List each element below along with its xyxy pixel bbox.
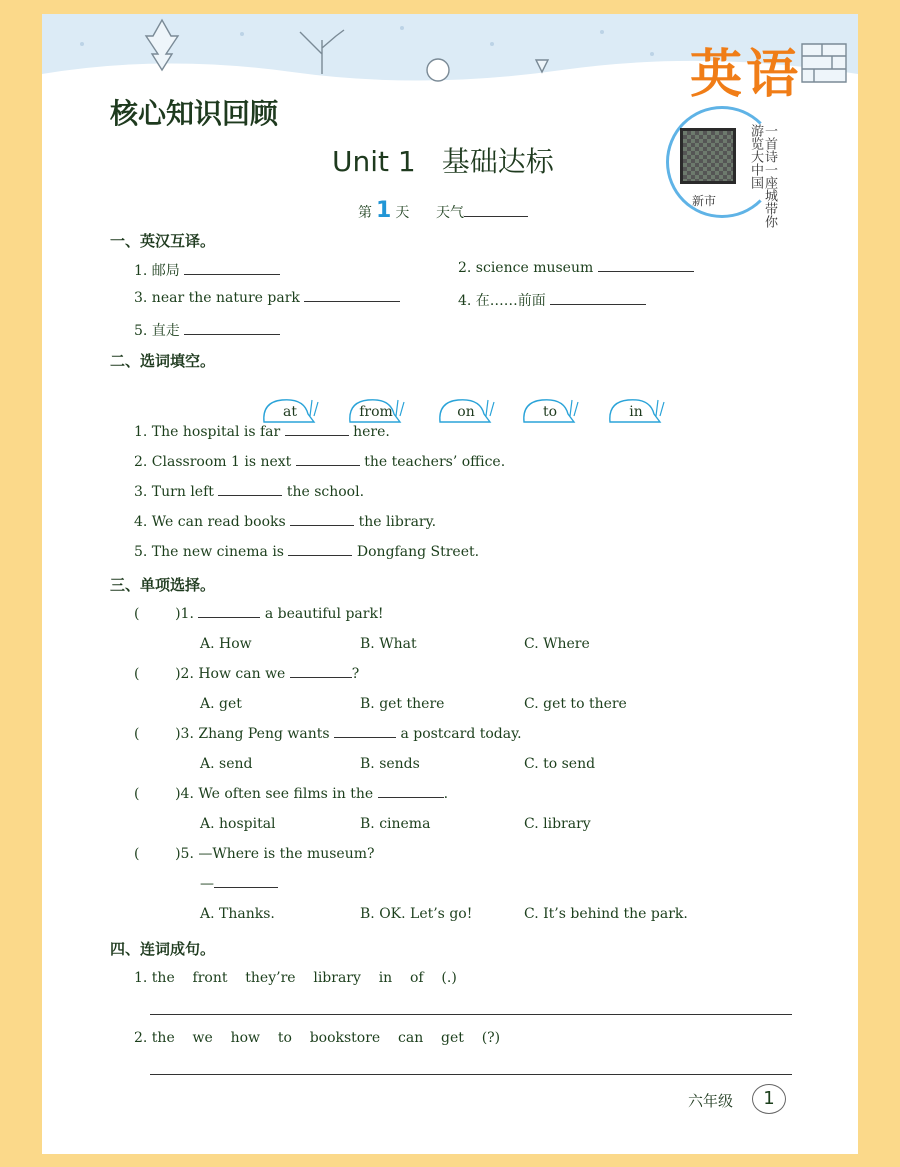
answer-blank[interactable] (550, 304, 646, 305)
word-snail-on: on (436, 394, 496, 434)
answer-blank[interactable] (598, 271, 694, 272)
s3-q3-option-a[interactable]: A. send (200, 756, 253, 772)
s3-q2-option-a[interactable]: A. get (200, 696, 242, 712)
word-snail-in: in (606, 394, 666, 434)
s3-q1-option-a[interactable]: A. How (200, 636, 252, 652)
s3-question-5: ( )5. —Where is the museum? (134, 846, 375, 862)
qr-city: 新市 (692, 194, 717, 208)
s3-question-4: ( )4. We often see films in the . (134, 786, 449, 802)
s3-q5-response: — (200, 876, 278, 892)
s1-item-3: 3. near the nature park (134, 290, 400, 306)
s3-q5-option-b[interactable]: B. OK. Let’s go! (360, 906, 473, 922)
section-4-title: 四、连词成句。 (110, 940, 216, 958)
s3-q4-option-a[interactable]: A. hospital (200, 816, 276, 832)
qr-slogan: 一首诗一座城带你游览大中国 (748, 124, 777, 228)
s3-q2-option-c[interactable]: C. get to there (524, 696, 627, 712)
s3-q4-option-c[interactable]: C. library (524, 816, 591, 832)
answer-blank[interactable] (304, 301, 400, 302)
answer-blank[interactable] (296, 465, 360, 466)
answer-blank[interactable] (290, 525, 354, 526)
answer-blank[interactable] (184, 274, 280, 275)
s1-item-1: 1. 邮局 (134, 260, 280, 280)
winter-scene-banner (42, 14, 858, 105)
unit-title (332, 140, 580, 180)
s3-q2-option-b[interactable]: B. get there (360, 696, 445, 712)
s2-item-2: 2. Classroom 1 is next the teachers’ office. (134, 454, 506, 470)
weather-label: 天气 (436, 205, 465, 221)
s3-q5-option-a[interactable]: A. Thanks. (200, 906, 275, 922)
answer-blank[interactable] (198, 617, 260, 618)
s1-item-4: 4. 在……前面 (458, 290, 646, 310)
answer-blank[interactable] (184, 334, 280, 335)
s3-question-2: ( )2. How can we ? (134, 666, 360, 682)
section-heading: 核心知识回顾 (110, 97, 279, 130)
s4-item-2: 2. the we how to bookstore can get (?) (134, 1030, 501, 1046)
answer-line[interactable] (150, 1014, 792, 1015)
day-number: 1 (376, 198, 392, 223)
s1-item-5: 5. 直走 (134, 320, 280, 340)
s2-item-4: 4. We can read books the library. (134, 514, 437, 530)
worksheet-page (42, 14, 858, 1154)
page-number: 1 (752, 1084, 786, 1114)
s1-item-2: 2. science museum (458, 260, 694, 276)
answer-blank[interactable] (288, 555, 352, 556)
section-1-title: 一、英汉互译。 (110, 232, 216, 250)
s4-item-1: 1. the front they’re library in of (.) (134, 970, 457, 986)
answer-blank[interactable] (290, 677, 352, 678)
s3-q4-option-b[interactable]: B. cinema (360, 816, 431, 832)
answer-line[interactable] (150, 1074, 792, 1075)
s3-q3-option-c[interactable]: C. to send (524, 756, 596, 772)
answer-blank[interactable] (334, 737, 396, 738)
weather-blank[interactable] (464, 216, 528, 217)
subject-label: 英语 (689, 45, 802, 105)
grade-label: 六年级 (688, 1092, 734, 1110)
word-snail-at: at (260, 394, 320, 434)
qr-code-icon[interactable] (680, 128, 736, 184)
day-suffix: 天 (395, 205, 410, 221)
answer-blank[interactable] (285, 435, 349, 436)
answer-blank[interactable] (214, 887, 278, 888)
day-prefix: 第 (358, 205, 372, 221)
qr-badge (662, 102, 822, 238)
s3-q5-option-c[interactable]: C. It’s behind the park. (524, 906, 688, 922)
s3-q1-option-c[interactable]: C. Where (524, 636, 590, 652)
answer-blank[interactable] (218, 495, 282, 496)
word-snail-to: to (520, 394, 580, 434)
section-3-title: 三、单项选择。 (110, 576, 216, 594)
day-line (358, 198, 528, 223)
section-2-title: 二、选词填空。 (110, 352, 216, 370)
answer-blank[interactable] (378, 797, 444, 798)
s3-question-3: ( )3. Zhang Peng wants a postcard today. (134, 726, 522, 742)
word-snail-from: from (346, 394, 406, 434)
s3-question-1: ( )1. a beautiful park! (134, 606, 384, 622)
s2-item-3: 3. Turn left the school. (134, 484, 365, 500)
s3-q1-option-b[interactable]: B. What (360, 636, 417, 652)
unit-subtitle: 基础达标 (441, 145, 554, 178)
s3-q3-option-b[interactable]: B. sends (360, 756, 420, 772)
s2-item-1: 1. The hospital is far here. (134, 424, 390, 440)
unit-name: Unit 1 (332, 145, 416, 178)
s2-item-5: 5. The new cinema is Dongfang Street. (134, 544, 480, 560)
